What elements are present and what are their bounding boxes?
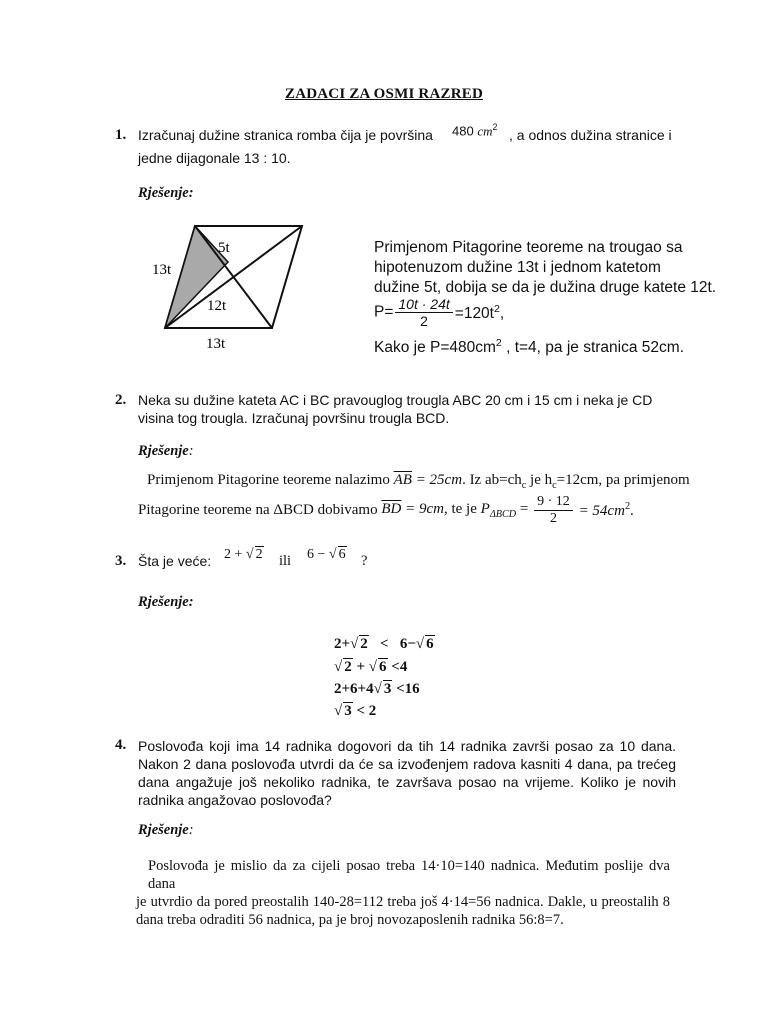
problem-3-solution-label: Rješenje: [138,594,194,610]
label-13t-left: 13t [152,262,172,278]
solution-step-4: √ 3 < 2 [334,703,377,719]
problem-1-area: 480 $cm^2$ [452,122,498,139]
problem-2-solution-label: Rješenje: [138,443,194,459]
expression-1: 2 + √ 2 [224,547,263,562]
problem-2-number: 2. [115,392,127,408]
problem-2-answer-line-1: Primjenom Pitagorine teoreme nalazimo $\overline{AB} = 25cm$. Iz $ab=ch_c$ je $h_c=12cm$, pa primjenom [147,472,690,491]
problem-1-text-end: , a odnos dužina stranice i [509,127,672,143]
problem-1-answer [374,238,716,298]
word-ili: ili [279,553,292,569]
problem-2-line-2: visina tog trougla. Izračunaj površinu trougla BCD. [138,410,450,426]
problem-4-number: 4. [115,737,127,753]
problem-1-text-start: Izračunaj dužine stranica romba čija je površina [138,127,433,143]
expression-2: 6 − √ 6 [307,547,346,562]
problem-3-number: 3. [115,553,127,569]
answer-line-3: dužine 5t, dobija se da je dužina druge katete 12t. [374,279,717,296]
answer-area-formula: P= $\frac{10t \cdot 24t}{2}$ $=120t^2$, [374,296,505,330]
question-mark: ? [361,553,368,569]
label-13t-bottom: 13t [206,336,226,352]
solution-step-3: 2+6+4√ 3 <16 [334,681,420,697]
rhombus-figure [150,222,320,358]
label-5t: 5t [218,240,230,256]
problem-1-text-line2: jedne dijagonale 13 : 10. [138,150,291,166]
problem-1-number: 1. [115,127,127,143]
answer-line-1: Primjenom Pitagorine teoreme na trougao sa [374,239,683,256]
problem-4-answer: Poslovođa je mislio da za cijeli posao treba 14·10=140 nadnica. Međutim poslije dva dana je utvrdio da pored preostalih 140-28=112 treba još 4·14=56 nadnica. Dakle, u preostalih 8 dana treba odraditi 56 nadnica, pa je broj novozaposlenih radnika 56:8=7. [136,858,670,928]
problem-4-solution-label: Rješenje: [138,822,194,838]
problem-2-answer-line-2: Pitagorine teoreme na ΔBCD dobivamo $\overline{BD} = 9cm$, te je $P_{\Delta BCD}$ = $\frac{9 \cdot 12}{2}$ = $54cm^2$. [138,494,634,527]
problem-1-solution-label: Rješenje: [138,185,194,201]
answer-line-5: Kako je $P=480cm^2$ , t=4, pa je stranica 52cm. [374,337,684,357]
problem-2-line-1: Neka su dužine kateta AC i BC pravouglog trougla ABC 20 cm i 15 cm i neka je CD [138,392,653,408]
solution-step-2: √ 2 + √ 6 <4 [334,659,408,675]
page-title: ZADACI ZA OSMI RAZRED [285,86,483,102]
problem-3-question: Šta je veće: [138,553,212,569]
answer-line-2: hipotenuzom dužine 13t i jednom katetom [374,259,661,276]
solution-step-1: 2+√ 2 < 6−√ 6 [334,636,434,652]
problem-4-text: Poslovođa koji ima 14 radnika dogovori da tih 14 radnika završi posao za 10 dana. Nakon 2 dana poslovođa utvrdi da će sa izvođenjem radova kasniti 4 dana, pa trećeg dana angažuje još nekoliko radnika, te završava posao na vrijeme. Koliko je novih radnika angažovao poslovođa? [138,738,676,808]
label-12t: 12t [207,298,227,314]
